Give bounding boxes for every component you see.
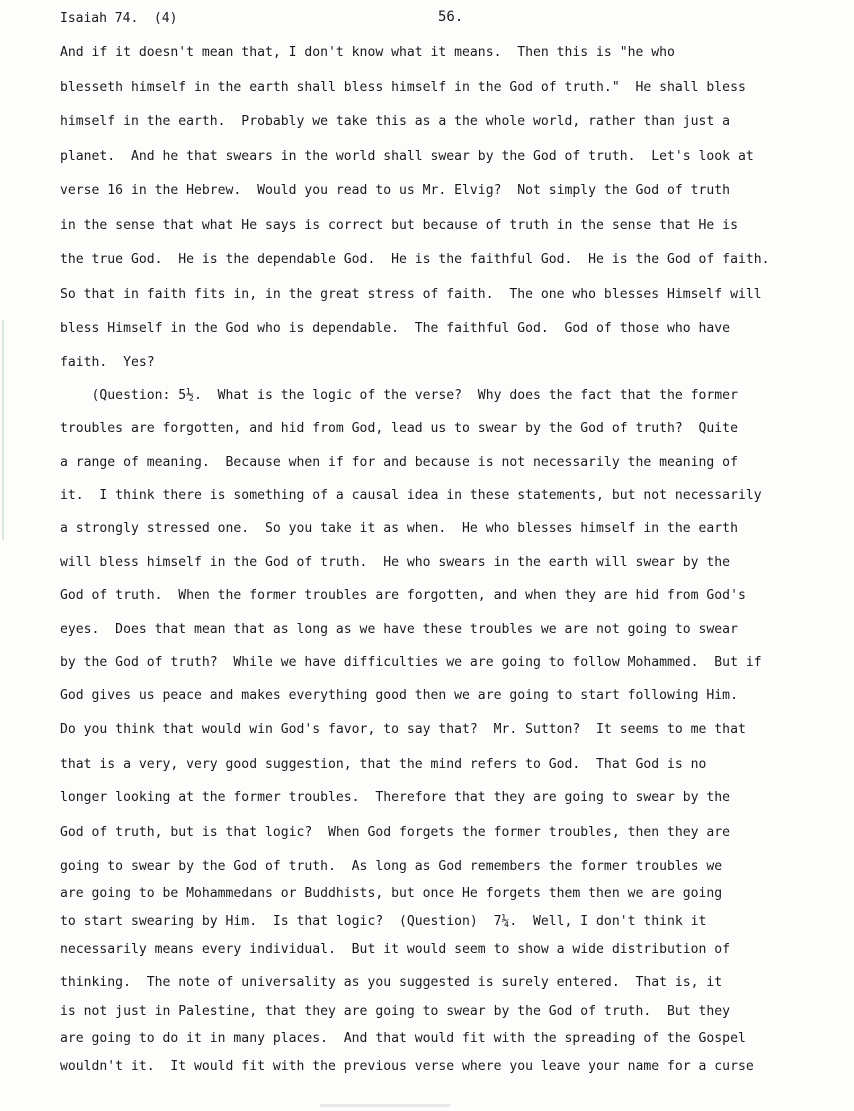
text-line: (Question: 5½. What is the logic of the verse? Why does the fact that the former — [60, 388, 738, 403]
text-line: that is a very, very good suggestion, that the mind refers to God. That God is no — [60, 757, 707, 772]
text-line: are going to do it in many places. And that would fit with the spreading of the Gospel — [60, 1031, 746, 1046]
text-line: God of truth, but is that logic? When God forgets the former troubles, then they are — [60, 825, 731, 840]
text-line: planet. And he that swears in the world shall swear by the God of truth. Let's look at — [60, 149, 754, 164]
text-line: necessarily means every individual. But it would seem to show a wide distribution of — [60, 942, 731, 957]
text-line: a range of meaning. Because when if for and because is not necessarily the meaning of — [60, 455, 738, 470]
text-line: blesseth himself in the earth shall bless himself in the God of truth." He shall bless — [60, 80, 746, 95]
text-line: troubles are forgotten, and hid from God, lead us to swear by the God of truth? Quite — [60, 421, 738, 436]
text-line: by the God of truth? While we have difficulties we are going to follow Mohammed. But if — [60, 655, 762, 670]
text-line: God gives us peace and makes everything good then we are going to start following Him. — [60, 688, 738, 703]
text-line: eyes. Does that mean that as long as we have these troubles we are not going to swear — [60, 622, 738, 637]
text-line: thinking. The note of universality as you suggested is surely entered. That is, it — [60, 975, 723, 990]
text-line: verse 16 in the Hebrew. Would you read to us Mr. Elvig? Not simply the God of truth — [60, 183, 731, 198]
text-line: are going to be Mohammedans or Buddhists, but once He forgets them then we are going — [60, 886, 723, 901]
text-line: in the sense that what He says is correct but because of truth in the sense that He is — [60, 218, 738, 233]
page-smudge — [320, 1104, 450, 1107]
text-line: wouldn't it. It would fit with the previous verse where you leave your name for a curse — [60, 1059, 754, 1074]
text-line: God of truth. When the former troubles are forgotten, and when they are hid from God's — [60, 588, 746, 603]
text-line: going to swear by the God of truth. As long as God remembers the former troubles we — [60, 859, 723, 874]
text-line: bless Himself in the God who is dependable. The faithful God. God of those who have — [60, 321, 731, 336]
text-line: longer looking at the former troubles. Therefore that they are going to swear by the — [60, 790, 731, 805]
text-line: is not just in Palestine, that they are going to swear by the God of truth. But they — [60, 1004, 731, 1019]
text-line: faith. Yes? — [60, 355, 155, 370]
page-number: 56. — [438, 9, 464, 25]
text-line: will bless himself in the God of truth. He who swears in the earth will swear by the — [60, 555, 731, 570]
page-header-reference: Isaiah 74. (4) — [60, 11, 178, 26]
margin-mark — [2, 320, 4, 540]
text-line: it. I think there is something of a causal idea in these statements, but not necessarily — [60, 488, 762, 503]
text-line: Do you think that would win God's favor, to say that? Mr. Sutton? It seems to me that — [60, 722, 746, 737]
text-line: a strongly stressed one. So you take it as when. He who blesses himself in the earth — [60, 521, 738, 536]
text-line: So that in faith fits in, in the great stress of faith. The one who blesses Himself will — [60, 287, 762, 302]
text-line: And if it doesn't mean that, I don't know what it means. Then this is "he who — [60, 45, 675, 60]
text-line: to start swearing by Him. Is that logic? (Question) 7¼. Well, I don't think it — [60, 914, 707, 929]
text-line: the true God. He is the dependable God. He is the faithful God. He is the God of faith. — [60, 252, 770, 267]
text-line: himself in the earth. Probably we take this as a the whole world, rather than just a — [60, 114, 731, 129]
